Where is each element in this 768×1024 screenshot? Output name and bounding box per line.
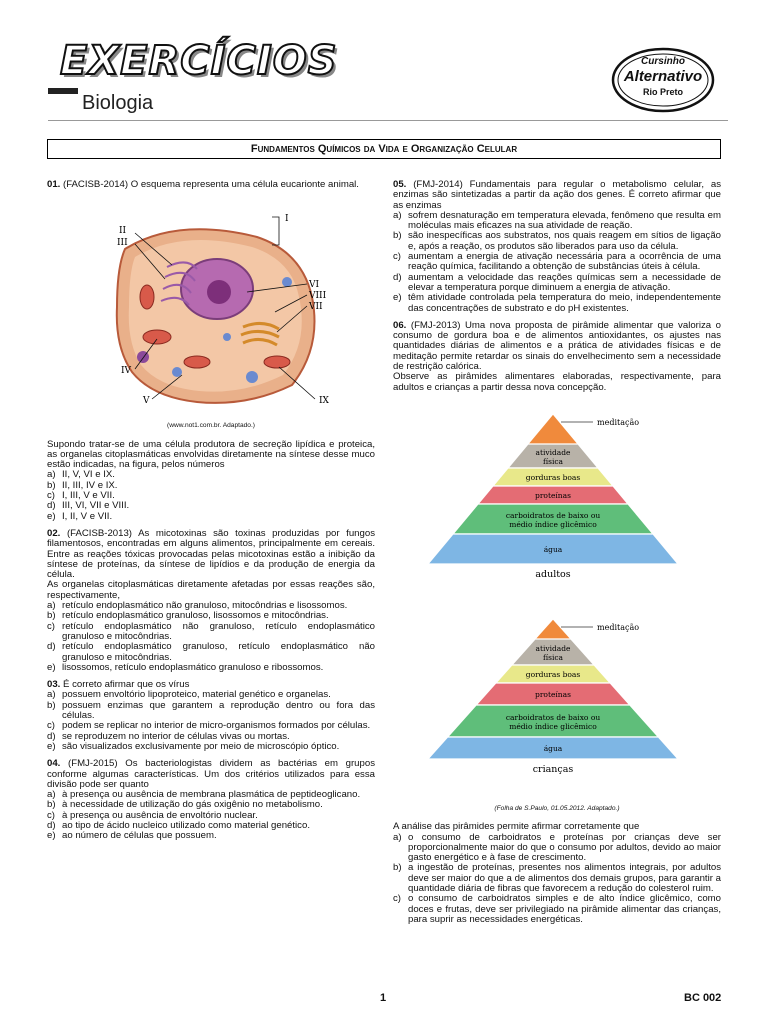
option-item	[47, 663, 375, 673]
option-letter: a)	[393, 209, 402, 221]
question-text-2: Observe as pirâmides alimentares elaboradas, respectivamente, para adultos e crianças a partir dessa nova concepção.	[393, 371, 721, 393]
option-item	[47, 701, 375, 722]
option-text: III, VI, VII e VIII.	[62, 500, 130, 512]
pyramid-layer-text: atividade	[535, 447, 571, 457]
option-text: retículo endoplasmático não granuloso, mitocôndrias e lisossomos.	[62, 600, 348, 612]
question-number: 06.	[393, 319, 407, 331]
cell-label-9: IX	[319, 396, 329, 407]
option-text: II, III, IV e IX.	[62, 479, 118, 491]
question-text-3: A análise das pirâmides permite afirmar corretamente que	[393, 821, 640, 833]
question-text: (FMJ-2014) Fundamentais para regular o metabolismo celular, as enzimas são sintetizadas a partir da ação dos genes. É correto afirmar que as enzimas	[393, 179, 721, 211]
pyramid-apex-meditation	[535, 619, 571, 639]
option-text: a ingestão de proteínas, presentes nos alimentos integrais, por adultos deve ser maior do que a de alimentos dos demais grupos, para garantir a quantidade diária de fibras que favorecem a redução do colesterol ruim.	[408, 862, 721, 895]
option-letter: c)	[47, 490, 55, 502]
option-item	[393, 252, 721, 273]
pyramid-layer-text: atividade	[535, 643, 571, 653]
question-text: (FACISB-2013) As micotoxinas são toxinas produzidas por fungos filamentosos, encontradas em alguns alimentos, principalmente em cereais. Entre as reações tóxicas provocadas pelas micotoxinas estão a inibição da síntese de proteínas, da síntese de lipídios e da produção de energia da célula.	[47, 527, 375, 581]
option-text: são inespecíficas aos substratos, nos quais reagem em sítios de ligação e, após a reação, os produtos são liberados para uso da célula.	[408, 230, 721, 252]
pyramid-layer-text: água	[543, 544, 563, 554]
cell-label-2: II	[119, 226, 127, 237]
option-text: lisossomos, retículo endoplasmático granuloso e ribossomos.	[62, 661, 324, 673]
option-letter: c)	[47, 720, 55, 732]
options-list	[47, 470, 375, 521]
meditation-label: meditação	[597, 622, 640, 632]
option-letter: d)	[47, 500, 56, 512]
adults-caption: adultos	[535, 568, 571, 580]
option-letter: c)	[393, 251, 401, 263]
cell-label-1: I	[285, 214, 289, 225]
option-item	[47, 831, 375, 841]
options-list	[393, 211, 721, 314]
question-number: 01.	[47, 179, 61, 190]
question-text-2: As organelas citoplasmáticas diretamente afetadas por essas reações são, respectivamente,	[47, 579, 375, 601]
animal-cell-figure	[47, 197, 375, 417]
option-letter: b)	[393, 230, 402, 242]
question-03	[47, 680, 375, 752]
option-letter: a)	[393, 831, 402, 843]
document-code: BC 002	[684, 992, 722, 1004]
option-item	[393, 231, 721, 252]
option-text: à necessidade de utilização do gás oxigênio no metabolismo.	[62, 799, 323, 811]
exercises-title: EXERCÍCIOS	[60, 38, 338, 84]
option-text: aumentam a energia de ativação necessária para a ocorrência de uma reação química, facilitando a obtenção de substâncias úteis à célula.	[408, 251, 721, 273]
option-letter: d)	[47, 730, 56, 742]
options-list	[47, 690, 375, 752]
question-02	[47, 529, 375, 673]
question-04	[47, 759, 375, 841]
option-text: o consumo de carboidratos simples e de alto índice glicêmico, como doces e frutas, deve ser privilegiado na pirâmide alimentar das crianças, para suprir as necessidades energéticas.	[408, 893, 721, 925]
option-item	[47, 742, 375, 752]
options-list	[47, 790, 375, 841]
option-text: possuem enzimas que garantem a reprodução dentro ou fora das células.	[62, 699, 375, 722]
pyramid-layer-text: proteínas	[535, 689, 571, 699]
question-text: É correto afirmar que os vírus	[60, 679, 190, 691]
option-letter: e)	[47, 740, 56, 752]
logo-line3: Rio Preto	[642, 87, 683, 97]
pyramid-layer-text: carboidratos de baixo ou	[505, 510, 601, 520]
option-text: ao número de células que possuem.	[62, 830, 217, 842]
pyramid-layer-text: física	[542, 652, 564, 662]
cell-label-5: V	[143, 396, 150, 407]
option-text: podem se replicar no interior de micro-organismos formados por células.	[62, 720, 371, 732]
option-letter: d)	[47, 641, 56, 653]
cell-label-4: IV	[121, 366, 132, 377]
option-text: aumentam a velocidade das reações químicas sem a necessidade de elevar a temperatura porque diminuem a energia de ativação.	[408, 271, 721, 293]
question-number: 03.	[47, 679, 61, 691]
option-letter: e)	[47, 661, 56, 673]
option-letter: e)	[47, 830, 56, 842]
pyramid-layer-text: carboidratos de baixo ou	[505, 712, 601, 722]
title-accent-bar	[48, 88, 78, 94]
pyramid-layer-text: médio índice glicêmico	[509, 519, 597, 529]
option-text: se reproduzem no interior de células vivas ou mortas.	[62, 730, 290, 742]
option-text: sofrem desnaturação em temperatura elevada, fenômeno que resulta em moléculas mais eficazes na sua atividade de reação.	[408, 209, 721, 232]
pyramid-layer-text: médio índice glicêmico	[509, 721, 597, 731]
logo-line2: Alternativo	[623, 68, 703, 85]
food-pyramids-figure	[393, 409, 721, 804]
question-06	[393, 321, 721, 393]
cell-label-3: III	[117, 238, 128, 249]
option-letter: c)	[47, 620, 55, 632]
option-letter: b)	[47, 799, 56, 811]
option-text: têm atividade controlada pela temperatura do meio, independentemente das concentrações de substrato e do pH existentes.	[408, 292, 721, 314]
option-letter: a)	[47, 689, 56, 701]
option-item	[393, 833, 721, 864]
option-letter: b)	[47, 699, 56, 711]
option-letter: a)	[47, 469, 56, 481]
option-letter: b)	[393, 862, 402, 874]
option-text: I, III, V e VII.	[62, 490, 115, 502]
question-number: 04.	[47, 758, 61, 770]
question-text: (FMJ-2015) Os bacteriologistas dividem as bactérias em grupos conforme algumas características. Um dos critérios utilizados para essa divisão pode ser quanto	[47, 758, 375, 790]
option-item	[47, 512, 375, 522]
pyramid-layer-text: gorduras boas	[525, 472, 581, 482]
subject-title: Biologia	[82, 92, 154, 114]
option-text: à presença ou ausência de envoltório nuclear.	[62, 809, 258, 821]
option-letter: d)	[393, 271, 402, 283]
left-column	[47, 180, 375, 849]
option-letter: a)	[47, 789, 56, 801]
question-text: (FACISB-2014) O esquema representa uma célula eucarionte animal.	[60, 179, 359, 190]
pyramid-credit: (Folha de S.Paulo, 01.05.2012. Adaptado.)	[494, 804, 620, 812]
options-list	[47, 601, 375, 673]
option-letter: b)	[47, 610, 56, 622]
question-06-stem	[393, 822, 721, 925]
pyramid-apex-meditation	[528, 414, 578, 444]
children-caption: crianças	[532, 763, 574, 775]
option-letter: c)	[47, 809, 55, 821]
pyramid-layer-text: gorduras boas	[525, 669, 581, 679]
option-item	[393, 894, 721, 925]
options-list	[393, 833, 721, 926]
cell-label-7: VII	[309, 302, 323, 313]
option-text: o consumo de carboidratos e proteínas por crianças deve ser proporcionalmente maior do que o consumo por adultos, devido ao maior gasto energético e à fase de crescimento.	[408, 831, 721, 864]
option-text: retículo endoplasmático não granuloso, retículo endoplasmático granuloso e mitocôndrias.	[62, 620, 375, 642]
pyramid-layer-text: água	[543, 743, 563, 753]
option-item	[393, 273, 721, 294]
header-divider	[48, 120, 728, 121]
option-text: retículo endoplasmático granuloso, retículo endoplasmático não granuloso e mitocôndrias.	[62, 641, 375, 663]
option-letter: e)	[47, 510, 56, 522]
pyramid-layer-text: proteínas	[535, 490, 571, 500]
option-letter: d)	[47, 819, 56, 831]
option-item	[393, 863, 721, 894]
figure-credit: (www.not1.com.br. Adaptado.)	[167, 422, 255, 430]
option-item	[47, 642, 375, 663]
question-number: 02.	[47, 527, 61, 539]
option-item	[47, 622, 375, 643]
option-text: retículo endoplasmático granuloso, lisossomos e mitocôndrias.	[62, 610, 329, 622]
question-text: (FMJ-2013) Uma nova proposta de pirâmide alimentar que valoriza o consumo de gordura boa e de alimentos antioxidantes, os ajustes nas quantidades diárias de alimentos e a prática de atividades físicas e de meditação permite retardar os sinais do envelhecimento sem a necessidade de restrição calórica.	[393, 319, 721, 373]
logo-line1: Cursinho	[641, 56, 685, 67]
pyramid-layer-text: física	[542, 456, 564, 466]
question-number: 05.	[393, 179, 407, 190]
option-text: ao tipo de ácido nucleico utilizado como material genético.	[62, 819, 310, 831]
option-item	[393, 293, 721, 314]
cell-label-8: VIII	[309, 291, 327, 302]
option-text: II, V, VI e IX.	[62, 469, 115, 481]
option-text: à presença ou ausência de membrana plasmática de peptideoglicano.	[62, 789, 361, 801]
question-01-stem	[47, 440, 375, 522]
option-letter: c)	[393, 893, 401, 905]
option-letter: e)	[393, 292, 402, 304]
question-01	[47, 180, 375, 190]
right-column	[393, 180, 721, 932]
page-header	[0, 0, 768, 130]
cursinho-logo	[611, 47, 715, 113]
option-letter: b)	[47, 479, 56, 491]
option-text: I, II, V e VII.	[62, 510, 113, 522]
option-letter: a)	[47, 600, 56, 612]
page-number: 1	[380, 992, 387, 1004]
option-item	[393, 211, 721, 232]
topic-heading: Fundamentos Químicos da Vida e Organização Celular	[47, 139, 721, 159]
option-text: possuem envoltório lipoproteico, material genético e organelas.	[62, 689, 331, 701]
cell-label-6: VI	[309, 280, 320, 291]
option-text: são visualizados exclusivamente por meio de microscópio óptico.	[62, 740, 340, 752]
question-text-2: Supondo tratar-se de uma célula produtora de secreção lipídica e proteica, as organelas citoplasmáticas envolvidas diretamente na síntese desse muco estão indicadas, na figura, pelos números	[47, 438, 375, 471]
question-05	[393, 180, 721, 314]
meditation-label: meditação	[597, 417, 640, 427]
